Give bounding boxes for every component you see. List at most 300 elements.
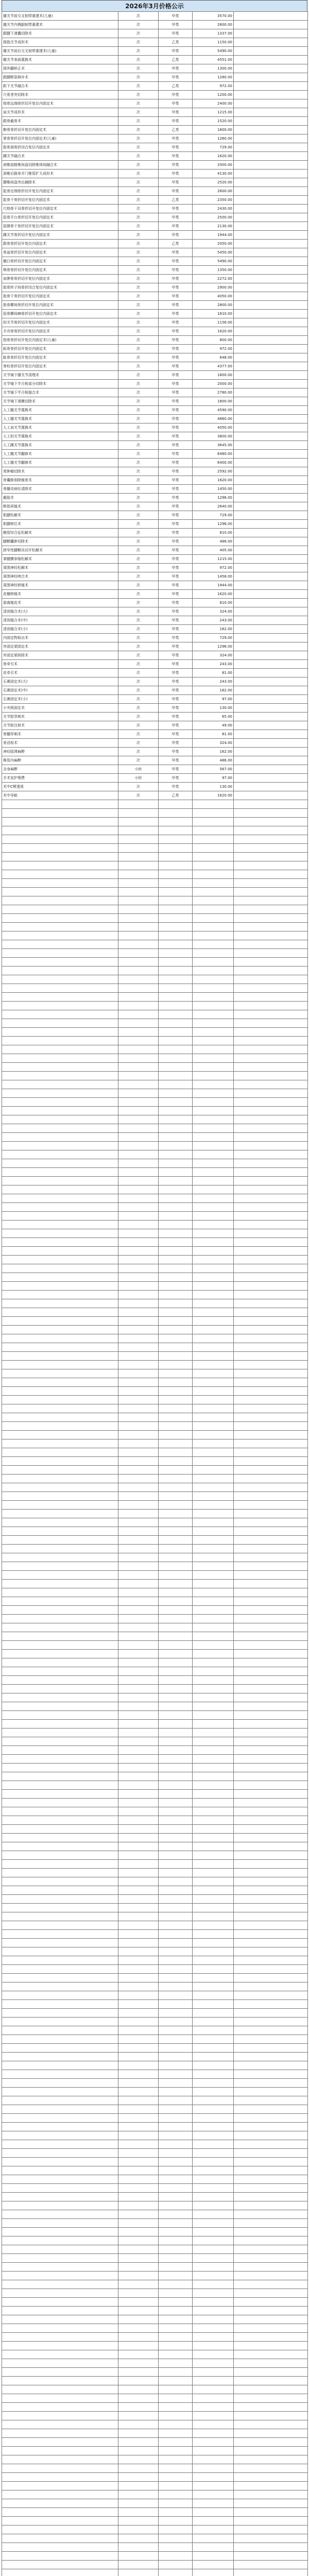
row-unit: 次 [118, 581, 159, 590]
table-row [2, 1536, 308, 1545]
row-grade [159, 1221, 193, 1229]
row-unit [118, 1501, 159, 1510]
row-note [234, 2350, 308, 2359]
row-unit: 次 [118, 432, 159, 441]
row-unit [118, 1343, 159, 1352]
row-unit [118, 923, 159, 931]
row-unit [118, 958, 159, 967]
row-note [234, 2114, 308, 2123]
row-name [2, 1755, 118, 1764]
row-name: 截肢术 [2, 494, 118, 502]
table-row [2, 126, 308, 134]
row-unit: 次 [118, 590, 159, 599]
row-name [2, 2096, 118, 2105]
row-note [234, 1947, 308, 1956]
row-name [2, 1002, 118, 1010]
row-name [2, 2263, 118, 2272]
row-price [193, 1851, 234, 1860]
table-row [2, 1422, 308, 1431]
row-note [234, 2526, 308, 2534]
row-name [2, 1641, 118, 1650]
row-note [234, 1790, 308, 1799]
row-grade [159, 1904, 193, 1912]
table-row [2, 1580, 308, 1588]
row-note [234, 476, 308, 485]
table-row [2, 853, 308, 861]
row-grade: 乙类 [159, 791, 193, 800]
row-note [234, 721, 308, 730]
row-unit [118, 1728, 159, 1737]
table-row [2, 1825, 308, 1834]
row-price: 800.00 [193, 336, 234, 345]
row-name [2, 1895, 118, 1904]
row-unit [118, 818, 159, 826]
row-unit [118, 1448, 159, 1457]
row-grade: 甲类 [159, 502, 193, 511]
row-unit [118, 1422, 159, 1431]
row-note [234, 1256, 308, 1264]
table-row [2, 2272, 308, 2280]
row-price [193, 1755, 234, 1764]
row-note [234, 695, 308, 704]
row-note [234, 1282, 308, 1291]
row-name: 关节腔穿刺术 [2, 713, 118, 721]
row-unit [118, 2517, 159, 2526]
row-price [193, 1387, 234, 1396]
table-row [2, 800, 308, 809]
row-name: 关节镜下滑膜切除术 [2, 397, 118, 406]
row-name [2, 1606, 118, 1615]
table-row [2, 2009, 308, 2018]
page-title: 2026年3月价格公示 [2, 0, 307, 11]
row-unit [118, 1282, 159, 1291]
row-price [193, 2210, 234, 2219]
row-unit: 次 [118, 642, 159, 651]
row-note [234, 2026, 308, 2035]
row-name: 拇指关节成形术 [2, 38, 118, 47]
row-grade [159, 2482, 193, 2490]
row-name [2, 2350, 118, 2359]
row-note [234, 511, 308, 520]
row-unit [118, 1527, 159, 1536]
row-unit [118, 2447, 159, 2455]
table-row [2, 818, 308, 826]
row-grade: 甲类 [159, 117, 193, 126]
row-grade [159, 2210, 193, 2219]
row-note [234, 1352, 308, 1361]
row-note [234, 2534, 308, 2543]
row-price [193, 1439, 234, 1448]
row-unit [118, 1010, 159, 1019]
row-name [2, 2333, 118, 2342]
table-row [2, 958, 308, 967]
row-grade [159, 888, 193, 896]
row-price [193, 1492, 234, 1501]
row-grade [159, 2377, 193, 2385]
row-grade [159, 1159, 193, 1168]
table-row [2, 196, 308, 205]
row-note [234, 161, 308, 170]
row-grade [159, 1404, 193, 1413]
row-name: 膝关节内侧副韧带重建术 [2, 21, 118, 29]
row-note [234, 152, 308, 161]
row-note [234, 642, 308, 651]
row-name: 皮瓣移植术 [2, 590, 118, 599]
row-unit [118, 2429, 159, 2438]
table-row [2, 1256, 308, 1264]
row-note [234, 467, 308, 476]
row-unit [118, 1107, 159, 1115]
row-unit: 次 [118, 318, 159, 327]
row-unit [118, 1737, 159, 1746]
row-note [234, 432, 308, 441]
table-row [2, 1361, 308, 1369]
row-price [193, 2569, 234, 2576]
row-note [234, 126, 308, 134]
row-grade [159, 2061, 193, 2070]
row-note [234, 1019, 308, 1028]
table-row [2, 2377, 308, 2385]
row-price [193, 1089, 234, 1098]
row-grade [159, 1667, 193, 1676]
table-row [2, 686, 308, 695]
row-unit [118, 1238, 159, 1247]
table-row [2, 1124, 308, 1133]
row-note [234, 1895, 308, 1904]
row-note [234, 1326, 308, 1334]
table-row [2, 310, 308, 318]
table-row [2, 2210, 308, 2219]
row-name: 股骨转子间骨折闭合复位内固定术 [2, 283, 118, 292]
row-note [234, 2315, 308, 2324]
row-price: 162.00 [193, 625, 234, 634]
row-note [234, 1002, 308, 1010]
row-unit: 次 [118, 467, 159, 476]
row-name [2, 1632, 118, 1641]
row-note [234, 2193, 308, 2201]
row-grade: 甲类 [159, 634, 193, 642]
row-note [234, 1308, 308, 1317]
row-name [2, 2140, 118, 2149]
row-grade [159, 1352, 193, 1361]
row-note [234, 2044, 308, 2053]
row-grade [159, 1650, 193, 1658]
row-grade [159, 2245, 193, 2254]
row-note [234, 1212, 308, 1221]
row-unit [118, 2035, 159, 2044]
row-unit [118, 800, 159, 809]
row-note [234, 362, 308, 371]
row-grade [159, 984, 193, 993]
row-unit [118, 1150, 159, 1159]
row-name: 骨囊肿刮除植骨术 [2, 476, 118, 485]
table-row [2, 1334, 308, 1343]
table-row [2, 29, 308, 38]
row-unit: 次 [118, 546, 159, 555]
row-price [193, 2420, 234, 2429]
table-row [2, 362, 308, 371]
row-name [2, 2026, 118, 2035]
row-unit [118, 1203, 159, 1212]
row-price: 2780.00 [193, 388, 234, 397]
row-name: 股骨髁间骨折切开复位内固定术 [2, 301, 118, 310]
row-grade: 乙类 [159, 240, 193, 248]
row-name: 肱骨干骨折切开复位内固定术 [2, 196, 118, 205]
row-unit [118, 2175, 159, 2184]
row-price: 243.00 [193, 616, 234, 625]
row-name [2, 1037, 118, 1045]
row-name [2, 2114, 118, 2123]
row-grade [159, 1527, 193, 1536]
table-row [2, 1203, 308, 1212]
row-name [2, 1203, 118, 1212]
table-row [2, 1869, 308, 1877]
table-row [2, 1273, 308, 1282]
row-grade [159, 1475, 193, 1483]
row-price: 4377.00 [193, 362, 234, 371]
table-row [2, 923, 308, 931]
row-price: 1300.00 [193, 64, 234, 73]
row-price [193, 1334, 234, 1343]
row-note [234, 2254, 308, 2263]
row-price [193, 1080, 234, 1089]
row-grade [159, 2368, 193, 2377]
row-unit [118, 1764, 159, 1772]
row-grade [159, 2517, 193, 2526]
row-unit [118, 2009, 159, 2018]
row-price: 4130.00 [193, 170, 234, 178]
table-row [2, 336, 308, 345]
row-grade [159, 1842, 193, 1851]
row-price: 648.00 [193, 353, 234, 362]
row-unit: 次 [118, 371, 159, 380]
row-name: 周围神经吻合术 [2, 572, 118, 581]
row-note [234, 1080, 308, 1089]
row-grade: 甲类 [159, 572, 193, 581]
table-row [2, 406, 308, 415]
table-row [2, 2280, 308, 2289]
row-name [2, 984, 118, 993]
row-note [234, 2219, 308, 2228]
row-unit: 次 [118, 721, 159, 730]
row-price [193, 879, 234, 888]
row-note [234, 213, 308, 222]
row-note [234, 529, 308, 537]
row-grade [159, 835, 193, 844]
table-row [2, 1352, 308, 1361]
table-row [2, 590, 308, 599]
row-note [234, 1142, 308, 1150]
row-price [193, 1562, 234, 1571]
row-grade: 甲类 [159, 292, 193, 301]
row-name [2, 2342, 118, 2350]
table-row [2, 1947, 308, 1956]
row-grade [159, 1737, 193, 1746]
row-price: 3800.00 [193, 432, 234, 441]
row-grade: 甲类 [159, 494, 193, 502]
row-note [234, 809, 308, 818]
row-unit [118, 2552, 159, 2561]
row-note [234, 2569, 308, 2576]
row-note [234, 2447, 308, 2455]
row-grade [159, 2035, 193, 2044]
row-unit [118, 2342, 159, 2350]
row-name [2, 967, 118, 975]
row-grade: 甲类 [159, 21, 193, 29]
table-row [2, 2289, 308, 2298]
row-grade [159, 1693, 193, 1702]
row-unit: 次 [118, 476, 159, 485]
row-unit [118, 1834, 159, 1842]
row-unit [118, 1746, 159, 1755]
row-unit [118, 1615, 159, 1623]
row-grade [159, 1273, 193, 1282]
row-price [193, 1764, 234, 1772]
row-note [234, 607, 308, 616]
row-unit [118, 1194, 159, 1203]
row-grade [159, 2490, 193, 2499]
row-unit [118, 2455, 159, 2464]
row-price: 1800.00 [193, 126, 234, 134]
row-grade [159, 1746, 193, 1755]
row-note [234, 651, 308, 660]
row-name: 人工膝关节翻修术 [2, 459, 118, 467]
row-price: 1296.00 [193, 642, 234, 651]
table-row [2, 1834, 308, 1842]
row-unit [118, 2026, 159, 2035]
row-note [234, 616, 308, 625]
row-price [193, 2096, 234, 2105]
table-row [2, 485, 308, 494]
table-row [2, 1098, 308, 1107]
row-note [234, 494, 308, 502]
row-grade [159, 1045, 193, 1054]
table-row [2, 231, 308, 240]
row-price [193, 2482, 234, 2490]
row-grade: 甲类 [159, 134, 193, 143]
row-name: 膝关节前交叉韧带重建术(儿童) [2, 12, 118, 21]
row-price: 49.00 [193, 721, 234, 730]
row-note [234, 2009, 308, 2018]
row-price [193, 2219, 234, 2228]
row-unit: 次 [118, 327, 159, 336]
row-grade [159, 1615, 193, 1623]
row-unit [118, 2315, 159, 2324]
row-name: 髋关节表面置换术 [2, 56, 118, 64]
row-note [234, 2543, 308, 2552]
row-price [193, 1002, 234, 1010]
row-unit [118, 2219, 159, 2228]
row-price [193, 1150, 234, 1159]
table-row [2, 91, 308, 99]
row-name [2, 1282, 118, 1291]
row-grade: 甲类 [159, 537, 193, 546]
row-note [234, 1606, 308, 1615]
row-unit [118, 1580, 159, 1588]
row-name [2, 2307, 118, 2315]
row-name [2, 896, 118, 905]
row-note [234, 1921, 308, 1930]
row-unit: 次 [118, 695, 159, 704]
row-unit [118, 2280, 159, 2289]
row-name [2, 1063, 118, 1072]
row-grade [159, 1054, 193, 1063]
row-grade [159, 1702, 193, 1711]
table-row [2, 1063, 308, 1072]
row-note [234, 1045, 308, 1054]
row-price [193, 2000, 234, 2009]
row-price [193, 1869, 234, 1877]
row-unit [118, 1028, 159, 1037]
row-unit [118, 1054, 159, 1063]
row-unit [118, 1869, 159, 1877]
row-price [193, 1904, 234, 1912]
row-grade [159, 958, 193, 967]
row-unit [118, 2350, 159, 2359]
row-name: 踝关节融合术 [2, 152, 118, 161]
row-note [234, 1991, 308, 2000]
table-row [2, 1168, 308, 1177]
row-name [2, 2298, 118, 2307]
row-name [2, 1238, 118, 1247]
row-note [234, 2228, 308, 2236]
table-row [2, 301, 308, 310]
row-unit: 次 [118, 108, 159, 117]
row-note [234, 1869, 308, 1877]
row-unit [118, 1002, 159, 1010]
row-name: 跟骨骨折切开复位内固定术 [2, 240, 118, 248]
table-row [2, 494, 308, 502]
table-row [2, 2123, 308, 2131]
row-name: 肌腱松解术 [2, 511, 118, 520]
row-price [193, 1422, 234, 1431]
table-row [2, 809, 308, 818]
row-price [193, 2447, 234, 2455]
row-note [234, 459, 308, 467]
row-name: 膝关节前后交叉韧带重建术(儿童) [2, 47, 118, 56]
row-note [234, 1299, 308, 1308]
row-unit [118, 1693, 159, 1702]
row-note [234, 931, 308, 940]
row-grade [159, 1921, 193, 1930]
row-grade [159, 1816, 193, 1825]
table-row [2, 2350, 308, 2359]
row-name: 全身麻醉 [2, 765, 118, 774]
row-price [193, 853, 234, 861]
row-note [234, 2403, 308, 2412]
row-name [2, 2385, 118, 2394]
row-unit [118, 1080, 159, 1089]
row-grade [159, 2359, 193, 2368]
table-row [2, 1115, 308, 1124]
row-grade [159, 940, 193, 949]
row-unit [118, 2254, 159, 2263]
row-grade: 甲类 [159, 450, 193, 459]
table-row [2, 1387, 308, 1396]
table-row [2, 117, 308, 126]
row-price: 2600.00 [193, 187, 234, 196]
row-price: 2592.00 [193, 467, 234, 476]
row-unit: 次 [118, 126, 159, 134]
row-unit [118, 1466, 159, 1475]
row-grade [159, 1632, 193, 1641]
row-unit [118, 1177, 159, 1185]
row-note [234, 1728, 308, 1737]
row-grade [159, 1764, 193, 1772]
row-unit [118, 1597, 159, 1606]
table-row [2, 520, 308, 529]
row-grade [159, 1203, 193, 1212]
